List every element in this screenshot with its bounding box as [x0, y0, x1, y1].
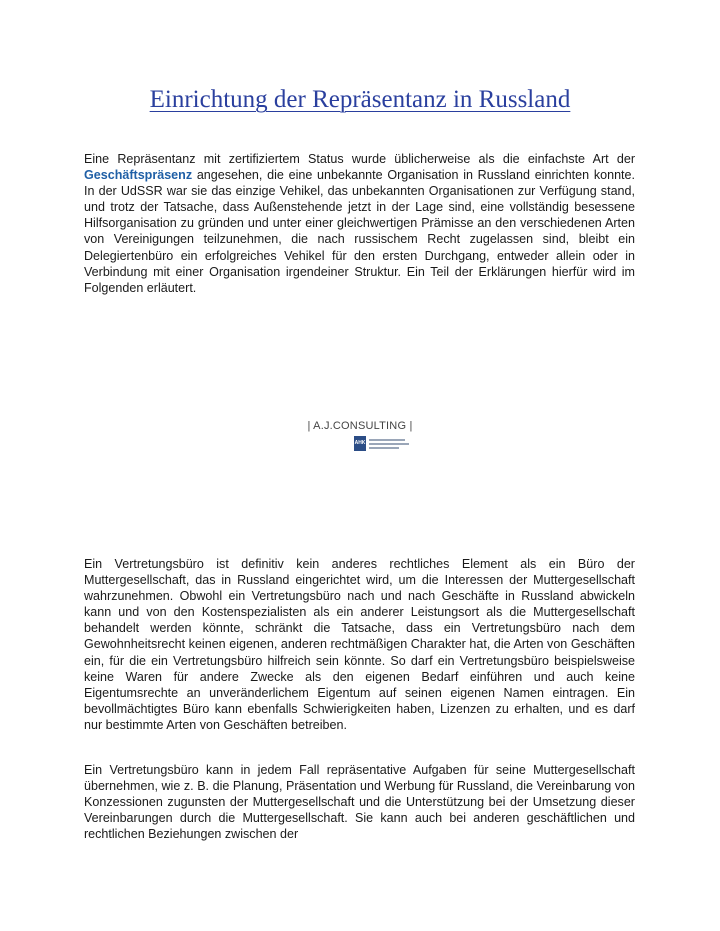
- page-title: Einrichtung der Repräsentanz in Russland: [149, 86, 571, 113]
- ahk-badge-lines: [369, 439, 409, 449]
- ahk-badge: [354, 436, 416, 451]
- paragraph-intro-text-start: Eine Repräsentanz mit zertifiziertem Status wurde üblicherweise als die einfachste Art der: [84, 152, 635, 166]
- paragraph-representative-tasks: Ein Vertretungsbüro kann in jedem Fall repräsentative Aufgaben für seine Muttergesellschaft übernehmen, wie z. B. die Planung, Präsentation und Werbung für Russland, die Vereinbarung von Konzessionen zugunsten der Muttergesellschaft und die Unterstützung bei der Umsetzung dieser Vereinbarungen durch die Muttergesellschaft. Sie kann auch bei anderen geschäftlichen und rechtlichen Beziehungen zwischen der: [84, 763, 635, 842]
- geschaeftspraesenz-link[interactable]: Geschäftspräsenz: [84, 168, 193, 183]
- ahk-badge-icon: AHK: [354, 436, 366, 451]
- paragraph-intro: [84, 151, 635, 296]
- logo-text: | A.J.CONSULTING |: [307, 420, 413, 432]
- paragraph-representation-office: Ein Vertretungsbüro ist definitiv kein anderes rechtliches Element als ein Büro der Muttergesellschaft, das in Russland eingerichtet wird, um die Interessen der Muttergesellschaft wahrzunehmen. Obwohl ein Vertretungsbüro nach und nach Geschäfte in Russland abwickeln kann und von den Kostenspezialisten als ein anderer Leistungsort als die Muttergesellschaft behandelt werden könnte, schränkt die Tatsache, dass ein Vertretungsbüro nach dem Gewohnheitsrecht keinen eigenen, anderen rechtmäßigen Charakter hat, die Arten von Geschäften ein, für die ein Vertretungsbüro hilfreich sein könnte. So darf ein Vertretungsbüro beispielsweise keine Waren für andere Zwecke als den eigenen Bedarf einführen und auch keine Eigentumsrechte an unveränderlichem Eigentum auf seinen eigenen Namen eintragen. Ein bevollmächtigtes Büro kann ebenfalls Schwierigkeiten haben, Lizenzen zu erhalten, und es darf nur bestimmte Arten von Geschäften betreiben.: [84, 557, 635, 732]
- company-logo: [0, 416, 720, 434]
- paragraph-intro-text-end: angesehen, die eine unbekannte Organisation in Russland einrichten konnte. In der UdSSR war sie das einzige Vehikel, das unbekannten Organisationen zur Verfügung stand, und trotz der Tatsache, dass Außenstehende jetzt in der Lage sind, eine vollständig besessene Hilfsorganisation zu gründen und unter einer gleichwertigen Prämisse an den verschiedenen Arten von Vereinigungen teilzunehmen, die nach russischem Recht zugelassen sind, bleibt ein Delegiertenbüro ein erfolgreiches Vehikel für den ersten Durchgang, entweder allein oder in Verbindung mit einer Organisation irgendeiner Struktur. Ein Teil der Erklärungen hierfür wird im Folgenden erläutert.: [84, 168, 635, 295]
